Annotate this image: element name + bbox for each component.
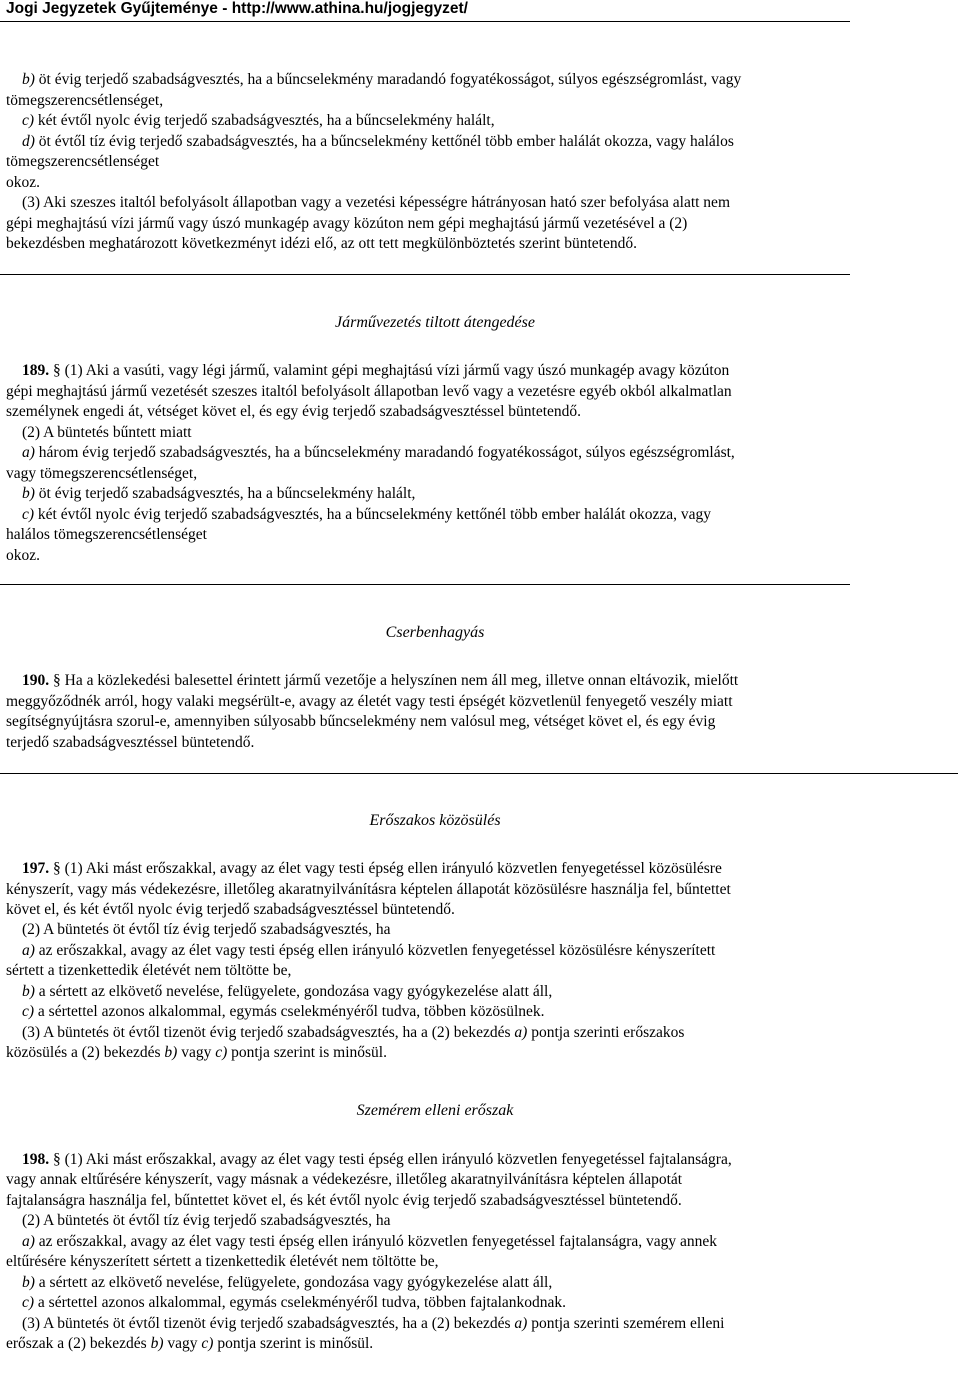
intro-point-d-cont: tömegszerencsétlenséget <box>6 153 160 170</box>
s189-line1: 189. § (1) Aki a vasúti, vagy légi jármű, valamint gépi meghajtású vízi jármű vagy úszó munkagép avagy közúton <box>22 362 730 379</box>
section-title-190: Cserbenhagyás <box>385 624 485 641</box>
s189-point-a: a) három évig terjedő szabadságvesztés, ha a bűncselekmény maradandó fogyatékosságot, súlyos egészségromlást, <box>22 444 735 461</box>
section-title-189: Járművezetés tiltott átengedése <box>335 314 535 331</box>
intro-para3-line1: (3) Aki szeszes italtól befolyásolt állapotban vagy a vezetési képességre hátrányosan ható szer befolyása alatt nem <box>22 194 730 211</box>
s197-line4: (2) A büntetés öt évtől tíz évig terjedő szabadságvesztés, ha <box>22 921 391 938</box>
section-title-197: Erőszakos közösülés <box>369 812 501 829</box>
s198-para3-line1: (3) A büntetés öt évtől tizenöt évig terjedő szabadságvesztés, ha a (2) bekezdés a) pontja szerinti szemérem elleni <box>22 1315 725 1332</box>
s190-line3: segítségnyújtásra szorul-e, amennyiben súlyosabb bűncselekmény nem valósul meg, vétséget követ el, és egy évig <box>6 713 716 730</box>
s189-line2: gépi meghajtású jármű vezetését szeszes italtól befolyásolt állapotban levő vagy a vezetésre egyéb okból alkalmatlan <box>6 383 732 400</box>
intro-para3-line3: bekezdésben meghatározott következményt idézi elő, az ott tett megkülönböztetés szerint büntetendő. <box>6 235 637 252</box>
section-title-198: Szemérem elleni erőszak <box>356 1102 514 1119</box>
section-divider <box>0 584 850 585</box>
s189-point-b: b) öt évig terjedő szabadságvesztés, ha a bűncselekmény halált, <box>22 485 416 502</box>
intro-point-d: d) öt évtől tíz évig terjedő szabadságvesztés, ha a bűncselekmény kettőnél több ember halálát okozza, vagy halálos <box>22 133 734 150</box>
header-divider <box>0 21 850 22</box>
section-divider <box>0 773 958 774</box>
s197-point-c: c) a sértettel azonos alkalommal, egymás cselekményéről tudva, többen közösülnek. <box>22 1003 545 1020</box>
s189-line4: (2) A büntetés bűntett miatt <box>22 424 192 441</box>
intro-point-b-cont: tömegszerencsétlenséget, <box>6 92 164 109</box>
s198-point-b: b) a sértett az elkövető nevelése, felügyelete, gondozása vagy gyógykezelése alatt áll, <box>22 1274 553 1291</box>
s189-line3: személynek engedi át, vétséget követ el, és egy évig terjedő szabadságvesztéssel büntetendő. <box>6 403 582 420</box>
s189-point-c-cont: halálos tömegszerencsétlenséget <box>6 526 207 543</box>
s190-line2: meggyőződnék arról, hogy valaki megsérült-e, avagy az életét vagy testi épségét közvetlenül fenyegető veszély miatt <box>6 693 733 710</box>
intro-point-b: b) öt évig terjedő szabadságvesztés, ha a bűncselekmény maradandó fogyatékosságot, súlyos egészségromlást, vagy <box>22 71 742 88</box>
s197-para3-line2: közösülés a (2) bekezdés b) vagy c) pontja szerint is minősül. <box>6 1044 387 1061</box>
s190-line1: 190. § Ha a közlekedési balesettel érintett jármű vezetője a helyszínen nem áll meg, illetve onnan eltávozik, mielőtt <box>22 672 739 689</box>
s189-point-c: c) két évtől nyolc évig terjedő szabadságvesztés, ha a bűncselekmény kettőnél több ember halálát okozza, vagy <box>22 506 712 523</box>
page-header: Jogi Jegyzetek Gyűjteménye - http://www.athina.hu/jogjegyzet/ <box>6 0 468 17</box>
s197-line3: követ el, és két évtől nyolc évig terjedő szabadságvesztéssel büntetendő. <box>6 901 455 918</box>
section-divider <box>0 274 850 275</box>
s189-point-a-cont: vagy tömegszerencsétlenséget, <box>6 465 198 482</box>
s197-point-a-cont: sértett a tizenkettedik életévét nem töltötte be, <box>6 962 292 979</box>
s197-point-b: b) a sértett az elkövető nevelése, felügyelete, gondozása vagy gyógykezelése alatt áll, <box>22 983 553 1000</box>
s198-point-a: a) az erőszakkal, avagy az élet vagy testi épség ellen irányuló közvetlen fenyegetéssel fajtalanságra, vagy annek <box>22 1233 718 1250</box>
s198-para3-line2: erőszak a (2) bekezdés b) vagy c) pontja szerint is minősül. <box>6 1335 374 1352</box>
s190-line4: terjedő szabadságvesztéssel büntetendő. <box>6 734 255 751</box>
s197-point-a: a) az erőszakkal, avagy az élet vagy testi épség ellen irányuló közvetlen fenyegetéssel közösülésre kényszerített <box>22 942 716 959</box>
s198-point-c: c) a sértettel azonos alkalommal, egymás cselekményéről tudva, többen fajtalankodnak. <box>22 1294 567 1311</box>
intro-point-c: c) két évtől nyolc évig terjedő szabadságvesztés, ha a bűncselekmény halált, <box>22 112 495 129</box>
intro-okoz: okoz. <box>6 174 41 191</box>
s197-line1: 197. § (1) Aki mást erőszakkal, avagy az élet vagy testi épség ellen irányuló közvetlen fenyegetéssel közösülésre <box>22 860 722 877</box>
s198-line1: 198. § (1) Aki mást erőszakkal, avagy az élet vagy testi épség ellen irányuló közvetlen fenyegetéssel fajtalanságra, <box>22 1151 732 1168</box>
intro-para3-line2: gépi meghajtású vízi jármű vagy úszó munkagép avagy közúton nem gépi meghajtású jármű vezetésével a (2) <box>6 215 688 232</box>
s189-okoz: okoz. <box>6 547 41 564</box>
s198-line4: (2) A büntetés öt évtől tíz évig terjedő szabadságvesztés, ha <box>22 1212 391 1229</box>
s198-point-a-cont: eltűrésére kényszerített sértett a tizenkettedik életévét nem töltötte be, <box>6 1253 439 1270</box>
s197-line2: kényszerít, vagy más védekezésre, illetőleg akaratnyilvánításra képtelen állapotát közösülésre használja fel, bűntettet <box>6 881 731 898</box>
s198-line2: vagy annak eltűrésére kényszerít, vagy másnak a védekezésre, illetőleg akaratnyilvánításra képtelen állapotát <box>6 1171 683 1188</box>
s198-line3: fajtalanságra használja fel, bűntettet követ el, és két évtől nyolc évig terjedő szabadságvesztéssel büntetendő. <box>6 1192 682 1209</box>
s197-para3-line1: (3) A büntetés öt évtől tizenöt évig terjedő szabadságvesztés, ha a (2) bekezdés a) pontja szerinti erőszakos <box>22 1024 685 1041</box>
